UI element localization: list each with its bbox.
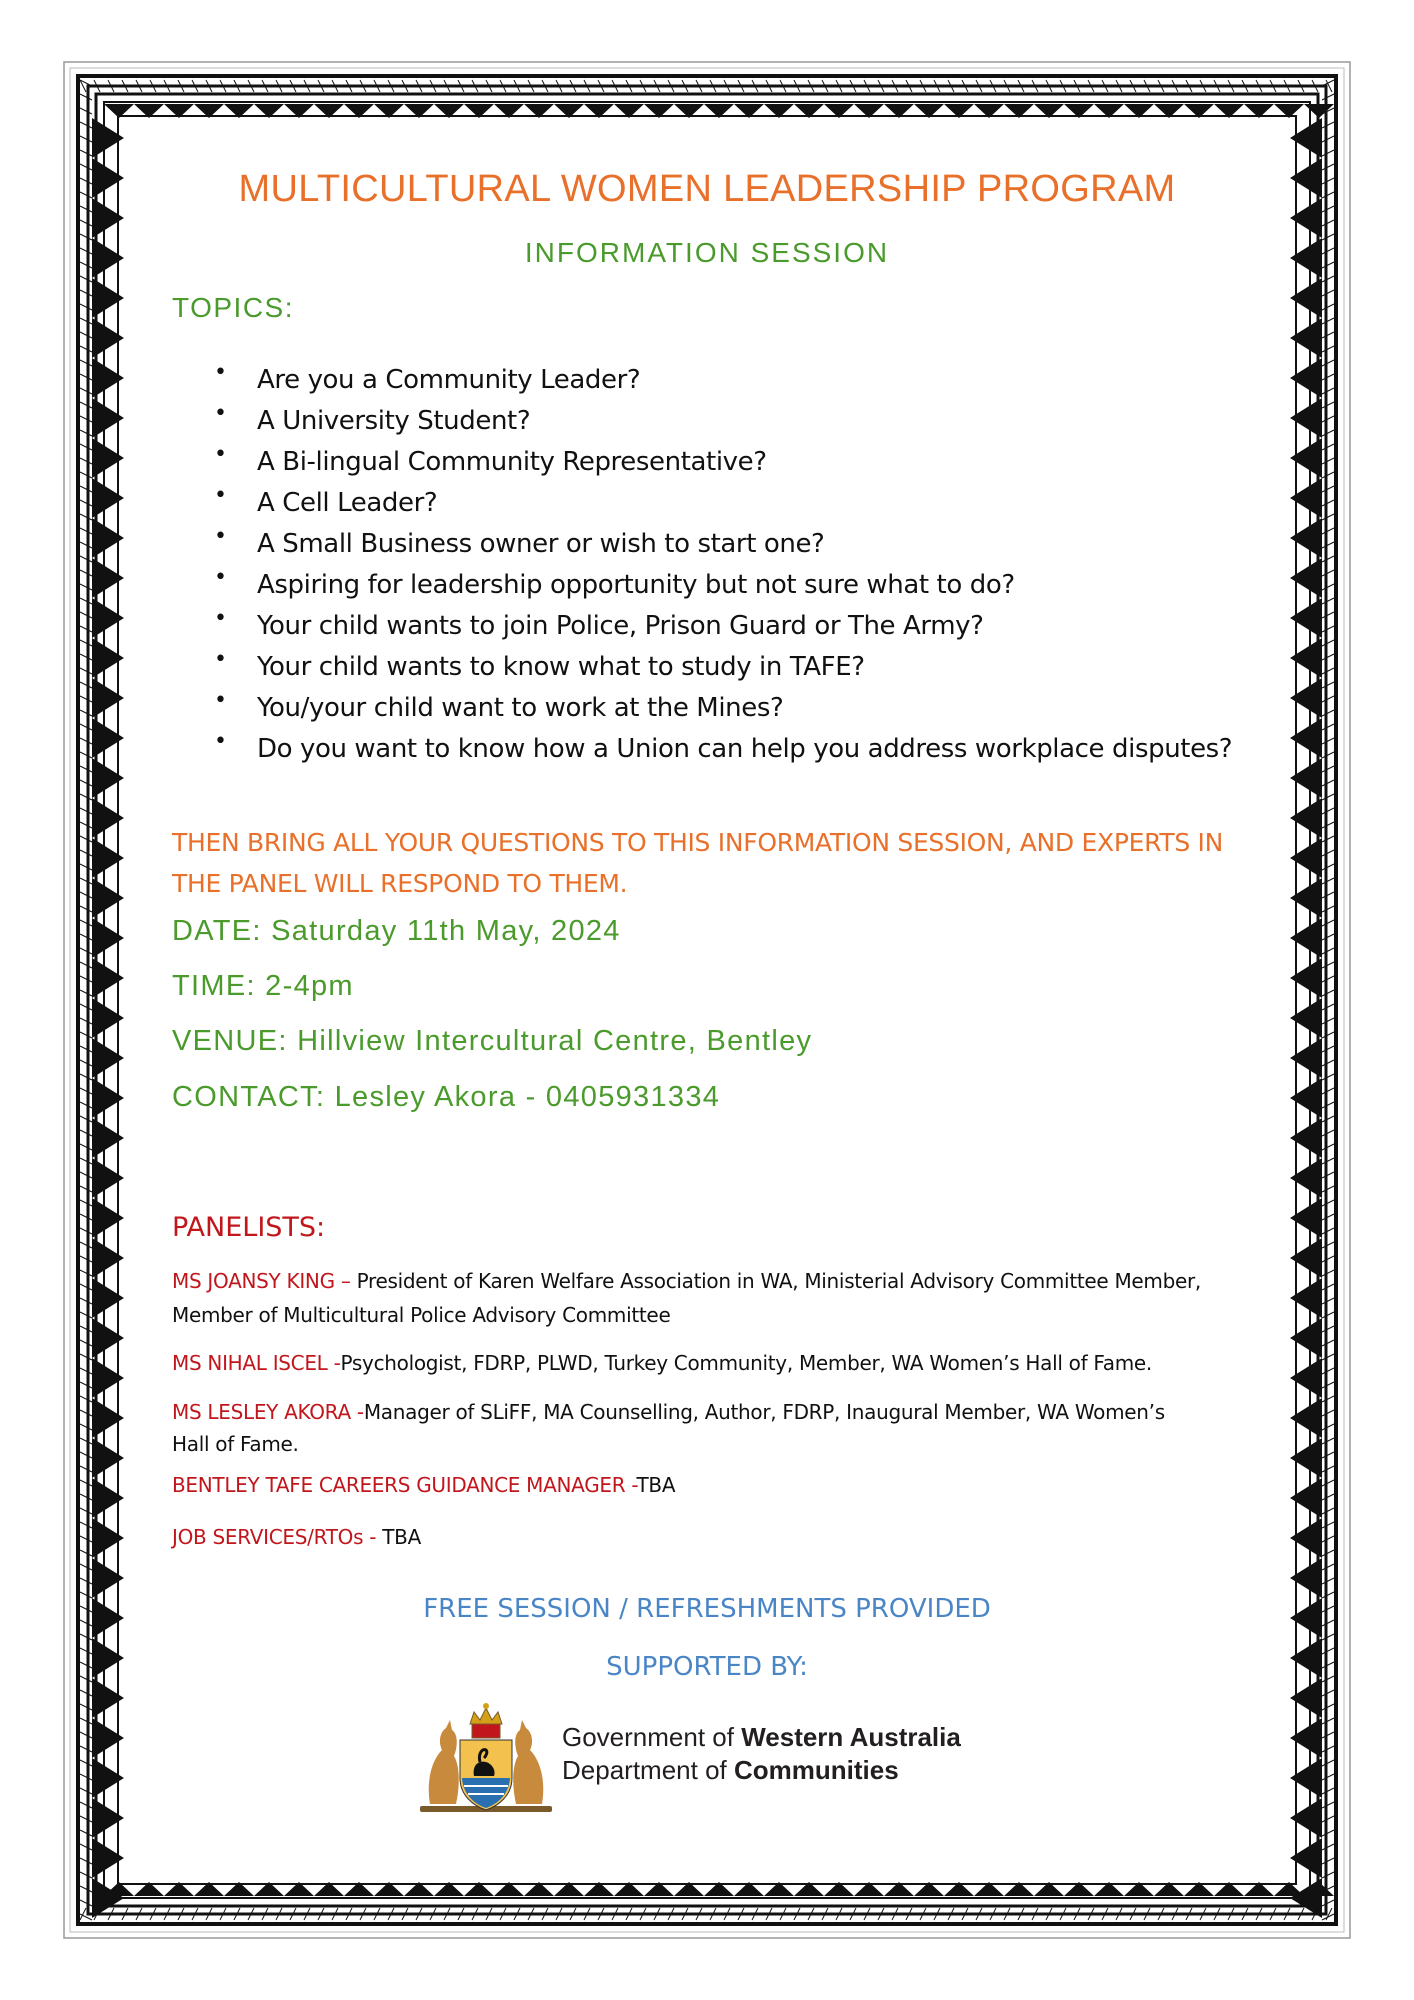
list-item: • A Bi-lingual Community Representative?: [214, 442, 1232, 483]
list-item: • A Small Business owner or wish to start one?: [214, 524, 1232, 565]
logo-line-1: Government of Western Australia: [562, 1722, 961, 1752]
list-item: • You/your child want to work at the Mines?: [214, 688, 1232, 729]
panelist-entry: [172, 1520, 1202, 1554]
list-item: • Your child wants to know what to study in TAFE?: [214, 647, 1232, 688]
bullet-icon: •: [214, 606, 227, 631]
panelist-entry: [172, 1346, 1202, 1380]
panelist-entry: [172, 1396, 1202, 1460]
callout-text: THEN BRING ALL YOUR QUESTIONS TO THIS INFORMATION SESSION, AND EXPERTS IN THE PANEL WILL RESPOND TO THEM.: [172, 828, 1224, 898]
coat-of-arms-icon: [416, 1700, 556, 1816]
panelist-entry: [172, 1468, 1202, 1502]
panelists-heading: PANELISTS:: [172, 1212, 326, 1243]
panelist-desc: Psychologist, FDRP, PLWD, Turkey Community, Member, WA Women’s Hall of Fame.: [340, 1351, 1152, 1375]
panelist-desc: Manager of SLiFF, MA Counselling, Author, FDRP, Inaugural Member, WA Women’s Hall of Fame.: [172, 1400, 1165, 1456]
bullet-icon: •: [214, 483, 227, 508]
panelist-name: MS JOANSY KING –: [172, 1269, 357, 1293]
panelist-name: MS NIHAL ISCEL -: [172, 1351, 341, 1375]
logo-line-2: Department of Communities: [562, 1755, 899, 1785]
event-contact: CONTACT: Lesley Akora - 0405931334: [172, 1081, 721, 1113]
bullet-icon: •: [214, 729, 227, 754]
bullet-icon: •: [214, 442, 227, 467]
panelist-entry: [172, 1264, 1202, 1332]
bullet-icon: •: [214, 401, 227, 426]
supported-by-label: SUPPORTED BY:: [606, 1652, 808, 1682]
topics-list: [214, 360, 1232, 770]
bullet-icon: •: [214, 688, 227, 713]
bullet-icon: •: [214, 565, 227, 590]
bullet-icon: •: [214, 360, 227, 385]
free-session-note: FREE SESSION / REFRESHMENTS PROVIDED: [423, 1594, 991, 1624]
list-item: • Are you a Community Leader?: [214, 360, 1232, 401]
page-title: MULTICULTURAL WOMEN LEADERSHIP PROGRAM: [238, 168, 1176, 210]
list-item: • A Cell Leader?: [214, 483, 1232, 524]
list-item: • Aspiring for leadership opportunity but not sure what to do?: [214, 565, 1232, 606]
event-date: DATE: Saturday 11th May, 2024: [172, 915, 621, 947]
list-item: • Your child wants to join Police, Prison Guard or The Army?: [214, 606, 1232, 647]
topics-heading: TOPICS:: [172, 292, 295, 323]
panelist-name: BENTLEY TAFE CAREERS GUIDANCE MANAGER -: [172, 1473, 637, 1497]
bullet-icon: •: [214, 524, 227, 549]
event-venue: VENUE: Hillview Intercultural Centre, Bentley: [172, 1025, 813, 1057]
government-logo: [416, 1700, 1016, 1816]
bullet-icon: •: [214, 647, 227, 672]
list-item: • Do you want to know how a Union can help you address workplace disputes?: [214, 729, 1232, 770]
panelist-name: MS LESLEY AKORA -: [172, 1400, 364, 1424]
panelist-desc: TBA: [636, 1473, 676, 1497]
list-item: • A University Student?: [214, 401, 1232, 442]
page-subtitle: INFORMATION SESSION: [524, 237, 890, 268]
event-time: TIME: 2-4pm: [172, 970, 354, 1002]
panelist-desc: President of Karen Welfare Association in WA, Ministerial Advisory Committee Member, Member of Multicultural Police Advisory Committee: [172, 1269, 1201, 1327]
panelist-desc: TBA: [382, 1525, 421, 1549]
panelist-name: JOB SERVICES/RTOs -: [172, 1525, 383, 1549]
